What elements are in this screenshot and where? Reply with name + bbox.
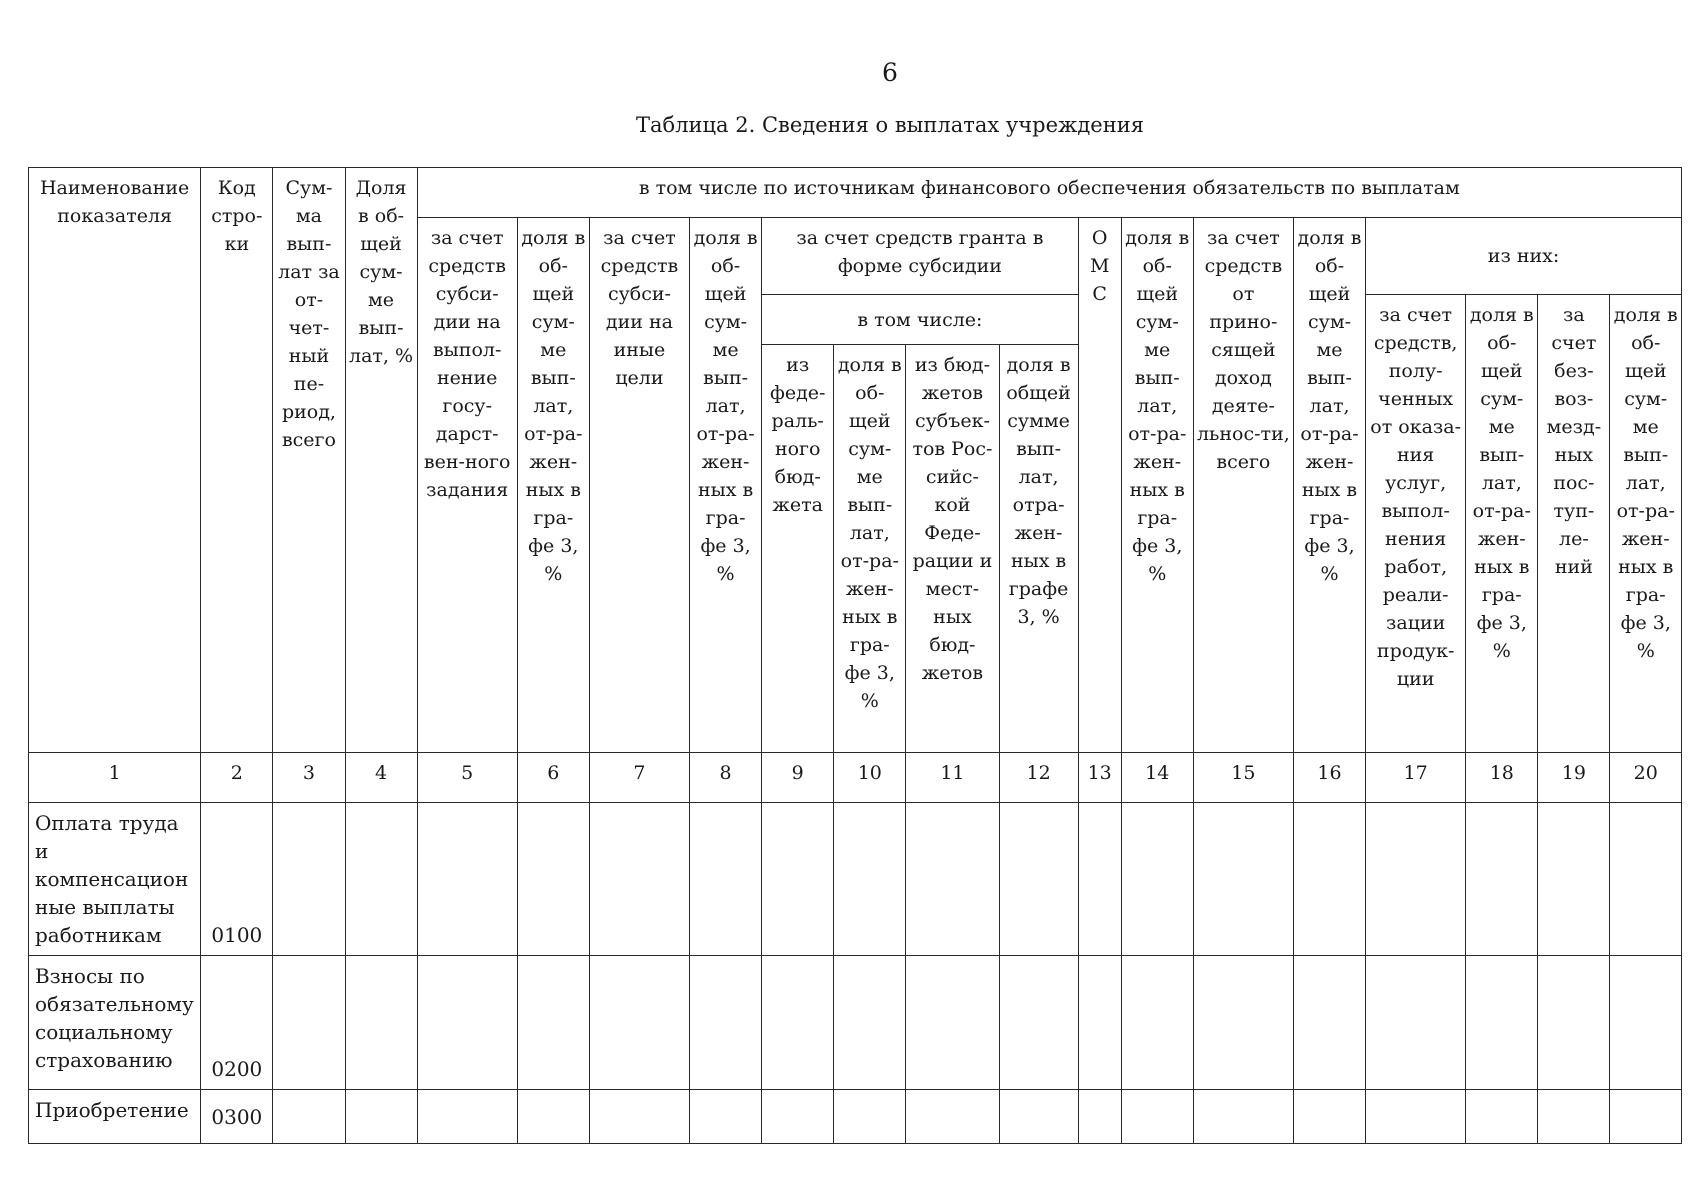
table-cell — [1193, 1090, 1293, 1144]
column-number: 17 — [1366, 753, 1466, 803]
table-cell — [1078, 956, 1121, 1090]
column-number: 6 — [517, 753, 589, 803]
table-cell — [1078, 1090, 1121, 1144]
table-cell — [1610, 956, 1682, 1090]
table-cell — [762, 1090, 834, 1144]
table-cell — [690, 1090, 762, 1144]
table-cell — [1293, 1090, 1365, 1144]
table-cell — [999, 803, 1078, 956]
table-cell — [589, 956, 689, 1090]
row-name: Взносы по обязательному социальному страхованию — [29, 956, 201, 1090]
column-number: 4 — [345, 753, 417, 803]
column-number: 3 — [273, 753, 345, 803]
header-col-20: доля в об-щей сум-ме вып-лат, от-ра-жен-ных в гра-фе 3, % — [1610, 295, 1682, 753]
table-cell — [517, 1090, 589, 1144]
table-cell — [1538, 956, 1610, 1090]
header-total: Сум-ма вып-лат за от-чет-ный пе-риод, всего — [273, 168, 345, 753]
table-cell — [999, 1090, 1078, 1144]
header-col-18: доля в об-щей сум-ме вып-лат, от-ра-жен-ных в гра-фе 3, % — [1466, 295, 1538, 753]
column-number: 7 — [589, 753, 689, 803]
table-cell — [417, 803, 517, 956]
table-cell — [1366, 956, 1466, 1090]
column-number: 12 — [999, 753, 1078, 803]
table-cell — [834, 803, 906, 956]
header-col-5: за счет средств субси-дии на выпол-нение госу-дарст-вен-ного задания — [417, 218, 517, 753]
table-cell — [273, 803, 345, 956]
column-number: 2 — [201, 753, 273, 803]
table-cell — [1121, 803, 1193, 956]
table-cell — [1078, 803, 1121, 956]
table-cell — [1466, 1090, 1538, 1144]
table-cell — [417, 956, 517, 1090]
table-cell — [762, 803, 834, 956]
table-cell — [690, 803, 762, 956]
page-number: 6 — [882, 58, 898, 87]
row-code: 0100 — [201, 803, 273, 956]
header-col-12: доля в общей сумме вып-лат, отра-жен-ных в графе 3, % — [999, 345, 1078, 753]
table-cell — [1293, 956, 1365, 1090]
column-number: 9 — [762, 753, 834, 803]
header-grant-including: в том числе: — [762, 295, 1079, 345]
row-name: Оплата труда и компенсацион ные выплаты работникам — [29, 803, 201, 956]
table-cell — [517, 803, 589, 956]
column-number: 19 — [1538, 753, 1610, 803]
column-number: 14 — [1121, 753, 1193, 803]
column-number: 13 — [1078, 753, 1121, 803]
table-cell — [273, 1090, 345, 1144]
table-row — [29, 956, 1682, 1090]
table-cell — [345, 956, 417, 1090]
column-number: 5 — [417, 753, 517, 803]
header-of-them: из них: — [1366, 218, 1682, 295]
header-row-1 — [29, 168, 1682, 218]
row-code: 0200 — [201, 956, 273, 1090]
column-number: 20 — [1610, 753, 1682, 803]
column-number: 16 — [1293, 753, 1365, 803]
table-cell — [273, 956, 345, 1090]
table-cell — [834, 1090, 906, 1144]
header-col-16: доля в об-щей сум-ме вып-лат, от-ра-жен-ных в гра-фе 3, % — [1293, 218, 1365, 753]
column-number-row — [29, 753, 1682, 803]
header-grant-group: за счет средств гранта в форме субсидии — [762, 218, 1079, 295]
header-col-11: из бюд-жетов субъек-тов Рос-сийс-кой Феде-рации и мест-ных бюд-жетов — [906, 345, 999, 753]
table-cell — [1193, 803, 1293, 956]
table-cell — [1538, 803, 1610, 956]
table-cell — [906, 956, 999, 1090]
header-share-total: Доля в об-щей сум-ме вып-лат, % — [345, 168, 417, 753]
table-title: Таблица 2. Сведения о выплатах учреждения — [636, 113, 1144, 137]
column-number: 8 — [690, 753, 762, 803]
table-cell — [906, 803, 999, 956]
header-col-10: доля в об-щей сум-ме вып-лат, от-ра-жен-ных в гра-фе 3, % — [834, 345, 906, 753]
header-sources-group: в том числе по источникам финансового обеспечения обязательств по выплатам — [417, 168, 1681, 218]
header-col-17: за счет средств, полу-ченных от оказа-ния услуг, выпол-нения работ, реали-зации продук-ции — [1366, 295, 1466, 753]
header-col-19: за счет без-воз-мезд-ных пос-туп-ле-ний — [1538, 295, 1610, 753]
table-cell — [999, 956, 1078, 1090]
column-number: 1 — [29, 753, 201, 803]
header-name: Наименование показателя — [29, 168, 201, 753]
table-cell — [417, 1090, 517, 1144]
column-number: 15 — [1193, 753, 1293, 803]
row-name: Приобретение — [29, 1090, 201, 1144]
column-number: 10 — [834, 753, 906, 803]
table-cell — [1538, 1090, 1610, 1144]
table-cell — [690, 956, 762, 1090]
table-cell — [1610, 1090, 1682, 1144]
table-cell — [1121, 956, 1193, 1090]
table-cell — [589, 1090, 689, 1144]
payments-table-container — [28, 167, 1682, 1129]
table-cell — [906, 1090, 999, 1144]
table-cell — [1610, 803, 1682, 956]
header-col-6: доля в об-щей сум-ме вып-лат, от-ра-жен-ных в гра-фе 3, % — [517, 218, 589, 753]
table-cell — [1121, 1090, 1193, 1144]
table-cell — [345, 803, 417, 956]
table-cell — [1366, 1090, 1466, 1144]
column-number: 18 — [1466, 753, 1538, 803]
header-col-14: доля в об-щей сум-ме вып-лат, от-ра-жен-ных в гра-фе 3, % — [1121, 218, 1193, 753]
column-number: 11 — [906, 753, 999, 803]
table-cell — [762, 956, 834, 1090]
header-col-7: за счет средств субси-дии на иные цели — [589, 218, 689, 753]
header-col-8: доля в об-щей сум-ме вып-лат, от-ра-жен-ных в гра-фе 3, % — [690, 218, 762, 753]
header-col-15: за счет средств от прино-сящей доход деяте-льнос-ти, всего — [1193, 218, 1293, 753]
row-code: 0300 — [201, 1090, 273, 1144]
table-cell — [1293, 803, 1365, 956]
table-row — [29, 1090, 1682, 1144]
table-cell — [1193, 956, 1293, 1090]
table-cell — [1366, 803, 1466, 956]
table-cell — [834, 956, 906, 1090]
table-cell — [517, 956, 589, 1090]
payments-table — [28, 167, 1682, 1144]
table-cell — [1466, 803, 1538, 956]
header-col-13: О М С — [1078, 218, 1121, 753]
table-cell — [1466, 956, 1538, 1090]
header-col-9: из феде-раль-ного бюд-жета — [762, 345, 834, 753]
table-cell — [589, 803, 689, 956]
table-cell — [345, 1090, 417, 1144]
table-row — [29, 803, 1682, 956]
header-code: Код стро-ки — [201, 168, 273, 753]
